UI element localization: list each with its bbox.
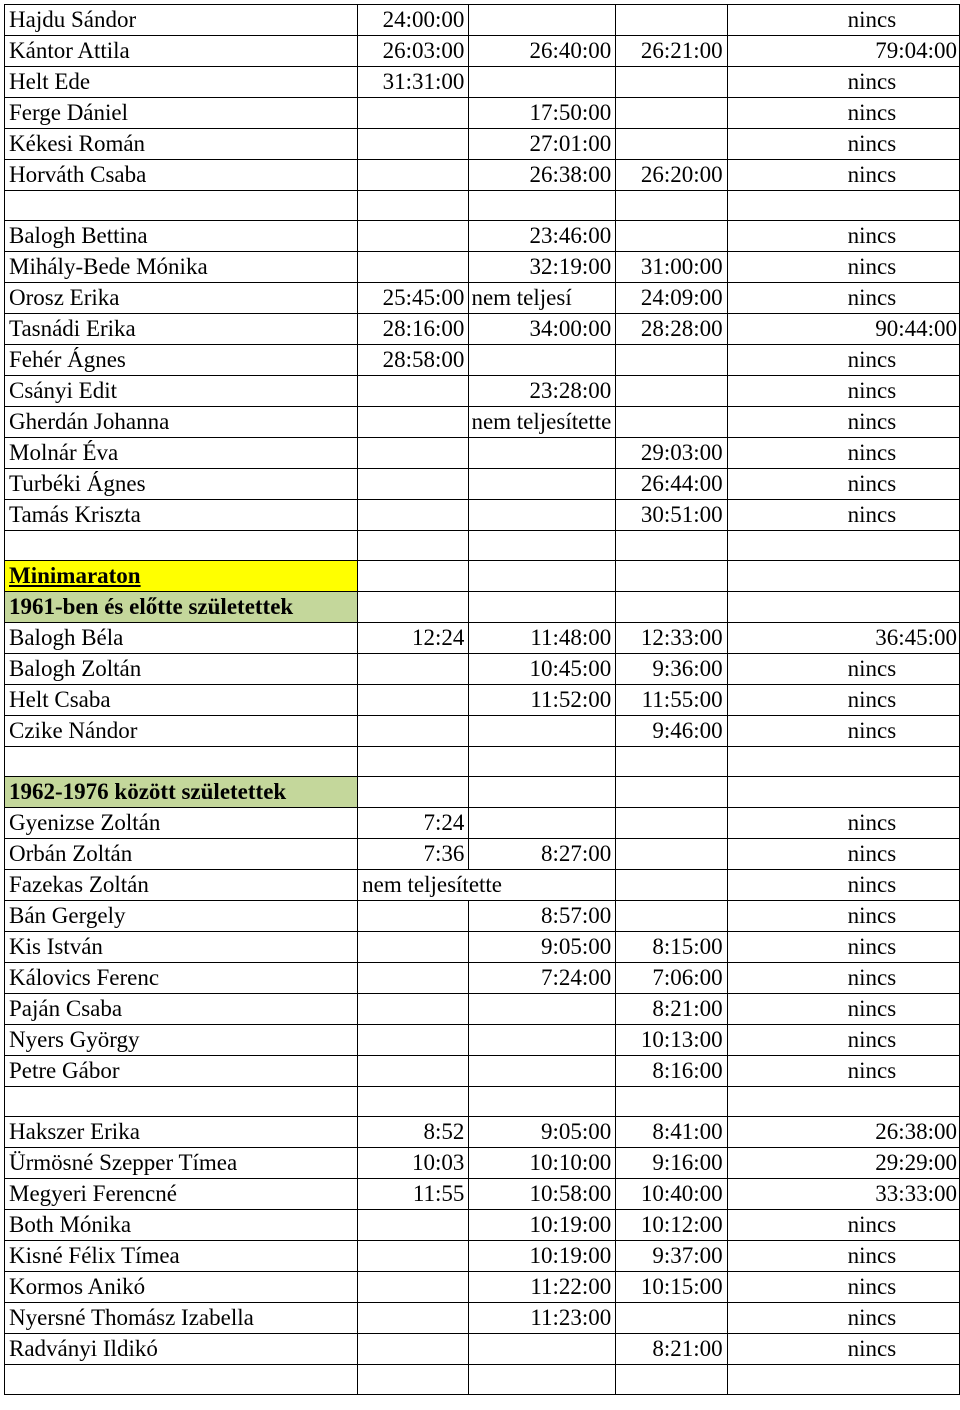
time-cell-2: 8:57:00 xyxy=(469,901,616,932)
competitor-name xyxy=(5,1087,358,1117)
empty-cell xyxy=(616,777,727,808)
time-cell-1 xyxy=(358,1210,469,1241)
competitor-name: Czike Nándor xyxy=(5,716,358,747)
time-cell-2: 8:27:00 xyxy=(469,839,616,870)
time-cell-1: 25:45:00 xyxy=(358,283,469,314)
competitor-name: Ürmösné Szepper Tímea xyxy=(5,1148,358,1179)
competitor-name: Kisné Félix Tímea xyxy=(5,1241,358,1272)
time-cell-2 xyxy=(469,747,616,777)
time-cell-2: 10:10:00 xyxy=(469,1148,616,1179)
time-cell-1 xyxy=(358,1056,469,1087)
competitor-name: Petre Gábor xyxy=(5,1056,358,1087)
table-row xyxy=(5,314,960,345)
time-cell-3: 9:16:00 xyxy=(616,1148,727,1179)
competitor-name: Hajdu Sándor xyxy=(5,5,358,36)
blank-row xyxy=(5,191,960,221)
competitor-name xyxy=(5,747,358,777)
time-cell-2 xyxy=(469,1056,616,1087)
total-cell xyxy=(727,531,959,561)
time-cell-1 xyxy=(358,1025,469,1056)
competitor-name: Orosz Erika xyxy=(5,283,358,314)
table-row xyxy=(5,1056,960,1087)
table-row xyxy=(5,1241,960,1272)
time-cell-3 xyxy=(616,67,727,98)
total-cell: nincs xyxy=(727,469,959,500)
total-cell: nincs xyxy=(727,1025,959,1056)
total-cell: nincs xyxy=(727,129,959,160)
total-cell: nincs xyxy=(727,98,959,129)
section-heading-row xyxy=(5,777,960,808)
table-row xyxy=(5,1117,960,1148)
competitor-name: Kékesi Román xyxy=(5,129,358,160)
time-cell-3 xyxy=(616,808,727,839)
time-cell-2 xyxy=(469,5,616,36)
table-row xyxy=(5,994,960,1025)
time-cell-3: 10:40:00 xyxy=(616,1179,727,1210)
time-cell-2: 10:19:00 xyxy=(469,1210,616,1241)
competitor-name: Balogh Bettina xyxy=(5,221,358,252)
competitor-name: Bán Gergely xyxy=(5,901,358,932)
results-table-body xyxy=(5,5,960,1395)
total-cell: nincs xyxy=(727,1303,959,1334)
table-row xyxy=(5,654,960,685)
total-cell: 33:33:00 xyxy=(727,1179,959,1210)
time-cell-3 xyxy=(616,191,727,221)
competitor-name: Hakszer Erika xyxy=(5,1117,358,1148)
time-cell-3: 9:37:00 xyxy=(616,1241,727,1272)
time-cell-2 xyxy=(469,1365,616,1395)
time-cell-3 xyxy=(616,1303,727,1334)
blank-row xyxy=(5,747,960,777)
time-cell-2 xyxy=(469,469,616,500)
empty-cell xyxy=(727,561,959,592)
table-row xyxy=(5,221,960,252)
time-cell-1 xyxy=(358,252,469,283)
total-cell: nincs xyxy=(727,1056,959,1087)
time-cell-2 xyxy=(469,500,616,531)
table-row xyxy=(5,1272,960,1303)
competitor-name: Orbán Zoltán xyxy=(5,839,358,870)
table-row xyxy=(5,407,960,438)
time-cell-3: 26:20:00 xyxy=(616,160,727,191)
time-cell-2: 7:24:00 xyxy=(469,963,616,994)
table-row xyxy=(5,685,960,716)
table-row xyxy=(5,67,960,98)
total-cell: nincs xyxy=(727,500,959,531)
time-cell-2: 26:40:00 xyxy=(469,36,616,67)
competitor-name: Tamás Kriszta xyxy=(5,500,358,531)
competitor-name xyxy=(5,531,358,561)
time-cell-1: 26:03:00 xyxy=(358,36,469,67)
total-cell: nincs xyxy=(727,283,959,314)
time-cell-3: 10:15:00 xyxy=(616,1272,727,1303)
competitor-name: Helt Ede xyxy=(5,67,358,98)
time-cell-3: 11:55:00 xyxy=(616,685,727,716)
time-cell-1 xyxy=(358,191,469,221)
competitor-name: Both Mónika xyxy=(5,1210,358,1241)
competitor-name: Nyersné Thomász Izabella xyxy=(5,1303,358,1334)
time-cell-2: nem teljesí xyxy=(469,283,616,314)
competitor-name: Mihály-Bede Mónika xyxy=(5,252,358,283)
time-cell-2: 27:01:00 xyxy=(469,129,616,160)
competitor-name: Horváth Csaba xyxy=(5,160,358,191)
competitor-name: Balogh Béla xyxy=(5,623,358,654)
total-cell: nincs xyxy=(727,5,959,36)
time-cell-2 xyxy=(469,345,616,376)
table-row xyxy=(5,500,960,531)
empty-cell xyxy=(727,777,959,808)
table-row xyxy=(5,623,960,654)
time-cell-2 xyxy=(469,1334,616,1365)
table-row xyxy=(5,98,960,129)
time-cell-3: 10:13:00 xyxy=(616,1025,727,1056)
time-cell-1 xyxy=(358,1334,469,1365)
total-cell: 36:45:00 xyxy=(727,623,959,654)
time-cell-2 xyxy=(469,808,616,839)
total-cell: 29:29:00 xyxy=(727,1148,959,1179)
empty-cell xyxy=(616,592,727,623)
total-cell: nincs xyxy=(727,1272,959,1303)
total-cell: nincs xyxy=(727,1241,959,1272)
time-cell-1: 7:24 xyxy=(358,808,469,839)
table-row xyxy=(5,1148,960,1179)
section-heading: Minimaraton xyxy=(5,561,358,592)
table-row xyxy=(5,932,960,963)
total-cell: nincs xyxy=(727,870,959,901)
total-cell: nincs xyxy=(727,932,959,963)
time-cell-3: 8:21:00 xyxy=(616,1334,727,1365)
time-cell-2: 11:22:00 xyxy=(469,1272,616,1303)
competitor-name: Csányi Edit xyxy=(5,376,358,407)
time-cell-1: 11:55 xyxy=(358,1179,469,1210)
table-row xyxy=(5,901,960,932)
time-cell-3: 24:09:00 xyxy=(616,283,727,314)
time-cell-3 xyxy=(616,407,727,438)
competitor-name: Balogh Zoltán xyxy=(5,654,358,685)
time-cell-2 xyxy=(469,67,616,98)
competitor-name: Turbéki Ágnes xyxy=(5,469,358,500)
time-cell-2: 23:28:00 xyxy=(469,376,616,407)
time-cell-3: 29:03:00 xyxy=(616,438,727,469)
time-cell-1 xyxy=(358,1365,469,1395)
table-row xyxy=(5,283,960,314)
time-cell-1 xyxy=(358,98,469,129)
time-cell-3: 8:21:00 xyxy=(616,994,727,1025)
results-table xyxy=(4,4,960,1395)
table-row xyxy=(5,1025,960,1056)
total-cell: nincs xyxy=(727,160,959,191)
empty-cell xyxy=(727,592,959,623)
table-row xyxy=(5,345,960,376)
table-row xyxy=(5,1334,960,1365)
time-cell-2: 9:05:00 xyxy=(469,1117,616,1148)
empty-cell xyxy=(358,777,469,808)
time-cell-1 xyxy=(358,932,469,963)
table-row xyxy=(5,469,960,500)
time-cell-1 xyxy=(358,1272,469,1303)
competitor-name: Fazekas Zoltán xyxy=(5,870,358,901)
time-cell-1: 10:03 xyxy=(358,1148,469,1179)
table-row xyxy=(5,1179,960,1210)
time-cell-3 xyxy=(616,129,727,160)
total-cell: nincs xyxy=(727,1210,959,1241)
total-cell xyxy=(727,1087,959,1117)
time-cell-1 xyxy=(358,1303,469,1334)
total-cell: nincs xyxy=(727,994,959,1025)
section-heading-row xyxy=(5,561,960,592)
time-cell-1 xyxy=(358,469,469,500)
table-row xyxy=(5,1210,960,1241)
section-heading: 1962-1976 között születettek xyxy=(5,777,358,808)
competitor-name: Kálovics Ferenc xyxy=(5,963,358,994)
time-cell-3: 26:21:00 xyxy=(616,36,727,67)
table-row xyxy=(5,438,960,469)
empty-cell xyxy=(469,592,616,623)
table-row xyxy=(5,1303,960,1334)
time-cell-1: 12:24 xyxy=(358,623,469,654)
competitor-name: Gherdán Johanna xyxy=(5,407,358,438)
competitor-name: Fehér Ágnes xyxy=(5,345,358,376)
time-cell-1 xyxy=(358,160,469,191)
competitor-name: Megyeri Ferencné xyxy=(5,1179,358,1210)
total-cell: nincs xyxy=(727,345,959,376)
competitor-name: Ferge Dániel xyxy=(5,98,358,129)
table-row xyxy=(5,129,960,160)
competitor-name: Paján Csaba xyxy=(5,994,358,1025)
time-cell-2: 11:48:00 xyxy=(469,623,616,654)
table-row xyxy=(5,808,960,839)
total-cell: 90:44:00 xyxy=(727,314,959,345)
competitor-name: Kormos Anikó xyxy=(5,1272,358,1303)
time-cell-1: 7:36 xyxy=(358,839,469,870)
time-cell-3 xyxy=(616,1087,727,1117)
time-cell-2: 10:19:00 xyxy=(469,1241,616,1272)
time-cell-3: 31:00:00 xyxy=(616,252,727,283)
total-cell: nincs xyxy=(727,1334,959,1365)
time-cell-2: 10:58:00 xyxy=(469,1179,616,1210)
empty-cell xyxy=(358,561,469,592)
table-row xyxy=(5,870,960,901)
time-cell-1 xyxy=(358,901,469,932)
time-cell-2 xyxy=(469,191,616,221)
time-cell-2: 34:00:00 xyxy=(469,314,616,345)
total-cell: nincs xyxy=(727,252,959,283)
total-cell: nincs xyxy=(727,407,959,438)
time-cell-3: 30:51:00 xyxy=(616,500,727,531)
time-cell-2: 23:46:00 xyxy=(469,221,616,252)
total-cell: nincs xyxy=(727,685,959,716)
time-cell-1 xyxy=(358,963,469,994)
time-cell-1 xyxy=(358,500,469,531)
time-cell-1 xyxy=(358,1087,469,1117)
total-cell: nincs xyxy=(727,963,959,994)
empty-cell xyxy=(469,777,616,808)
time-cell-1 xyxy=(358,129,469,160)
time-cell-1: nem teljesítette xyxy=(358,870,616,901)
time-cell-1 xyxy=(358,716,469,747)
section-heading: 1961-ben és előtte születettek xyxy=(5,592,358,623)
time-cell-2: 9:05:00 xyxy=(469,932,616,963)
time-cell-1 xyxy=(358,747,469,777)
time-cell-3: 26:44:00 xyxy=(616,469,727,500)
competitor-name: Helt Csaba xyxy=(5,685,358,716)
time-cell-1 xyxy=(358,531,469,561)
time-cell-1: 24:00:00 xyxy=(358,5,469,36)
time-cell-2 xyxy=(469,716,616,747)
total-cell xyxy=(727,747,959,777)
empty-cell xyxy=(358,592,469,623)
time-cell-1: 8:52 xyxy=(358,1117,469,1148)
competitor-name: Gyenizse Zoltán xyxy=(5,808,358,839)
time-cell-3 xyxy=(616,376,727,407)
time-cell-1: 28:58:00 xyxy=(358,345,469,376)
time-cell-3 xyxy=(616,531,727,561)
time-cell-1 xyxy=(358,1241,469,1272)
time-cell-3: 9:36:00 xyxy=(616,654,727,685)
time-cell-2: 11:52:00 xyxy=(469,685,616,716)
time-cell-2 xyxy=(469,1087,616,1117)
time-cell-3: 10:12:00 xyxy=(616,1210,727,1241)
time-cell-1 xyxy=(358,376,469,407)
time-cell-2 xyxy=(469,1025,616,1056)
time-cell-3 xyxy=(616,98,727,129)
time-cell-1 xyxy=(358,407,469,438)
empty-cell xyxy=(469,561,616,592)
table-row xyxy=(5,5,960,36)
table-row xyxy=(5,376,960,407)
table-row xyxy=(5,160,960,191)
time-cell-3 xyxy=(616,870,727,901)
time-cell-1: 31:31:00 xyxy=(358,67,469,98)
time-cell-1 xyxy=(358,654,469,685)
time-cell-3: 8:16:00 xyxy=(616,1056,727,1087)
time-cell-2: 11:23:00 xyxy=(469,1303,616,1334)
total-cell: nincs xyxy=(727,716,959,747)
time-cell-3 xyxy=(616,345,727,376)
blank-row xyxy=(5,1365,960,1395)
blank-row xyxy=(5,1087,960,1117)
total-cell: nincs xyxy=(727,221,959,252)
section-heading-row xyxy=(5,592,960,623)
total-cell: nincs xyxy=(727,901,959,932)
total-cell: nincs xyxy=(727,654,959,685)
time-cell-3 xyxy=(616,1365,727,1395)
time-cell-2 xyxy=(469,531,616,561)
time-cell-3 xyxy=(616,747,727,777)
time-cell-3 xyxy=(616,839,727,870)
competitor-name: Molnár Éva xyxy=(5,438,358,469)
time-cell-1: 28:16:00 xyxy=(358,314,469,345)
time-cell-2: 10:45:00 xyxy=(469,654,616,685)
time-cell-3: 9:46:00 xyxy=(616,716,727,747)
table-row xyxy=(5,839,960,870)
total-cell: nincs xyxy=(727,839,959,870)
time-cell-1 xyxy=(358,994,469,1025)
competitor-name xyxy=(5,191,358,221)
time-cell-1 xyxy=(358,685,469,716)
total-cell: nincs xyxy=(727,438,959,469)
time-cell-3: 7:06:00 xyxy=(616,963,727,994)
time-cell-2: 17:50:00 xyxy=(469,98,616,129)
time-cell-2: 32:19:00 xyxy=(469,252,616,283)
time-cell-2: 26:38:00 xyxy=(469,160,616,191)
competitor-name: Kántor Attila xyxy=(5,36,358,67)
total-cell: nincs xyxy=(727,808,959,839)
time-cell-2: nem teljesítette xyxy=(469,407,616,438)
competitor-name: Nyers György xyxy=(5,1025,358,1056)
total-cell: nincs xyxy=(727,67,959,98)
time-cell-2 xyxy=(469,994,616,1025)
time-cell-2 xyxy=(469,438,616,469)
total-cell: 79:04:00 xyxy=(727,36,959,67)
competitor-name: Tasnádi Erika xyxy=(5,314,358,345)
competitor-name xyxy=(5,1365,358,1395)
table-row xyxy=(5,36,960,67)
total-cell xyxy=(727,1365,959,1395)
total-cell xyxy=(727,191,959,221)
empty-cell xyxy=(616,561,727,592)
table-row xyxy=(5,963,960,994)
total-cell: 26:38:00 xyxy=(727,1117,959,1148)
time-cell-1 xyxy=(358,438,469,469)
time-cell-3: 28:28:00 xyxy=(616,314,727,345)
table-row xyxy=(5,252,960,283)
time-cell-3: 8:15:00 xyxy=(616,932,727,963)
time-cell-3: 8:41:00 xyxy=(616,1117,727,1148)
total-cell: nincs xyxy=(727,376,959,407)
time-cell-3 xyxy=(616,221,727,252)
time-cell-3 xyxy=(616,5,727,36)
blank-row xyxy=(5,531,960,561)
table-row xyxy=(5,716,960,747)
competitor-name: Kis István xyxy=(5,932,358,963)
time-cell-1 xyxy=(358,221,469,252)
time-cell-3: 12:33:00 xyxy=(616,623,727,654)
time-cell-3 xyxy=(616,901,727,932)
competitor-name: Radványi Ildikó xyxy=(5,1334,358,1365)
